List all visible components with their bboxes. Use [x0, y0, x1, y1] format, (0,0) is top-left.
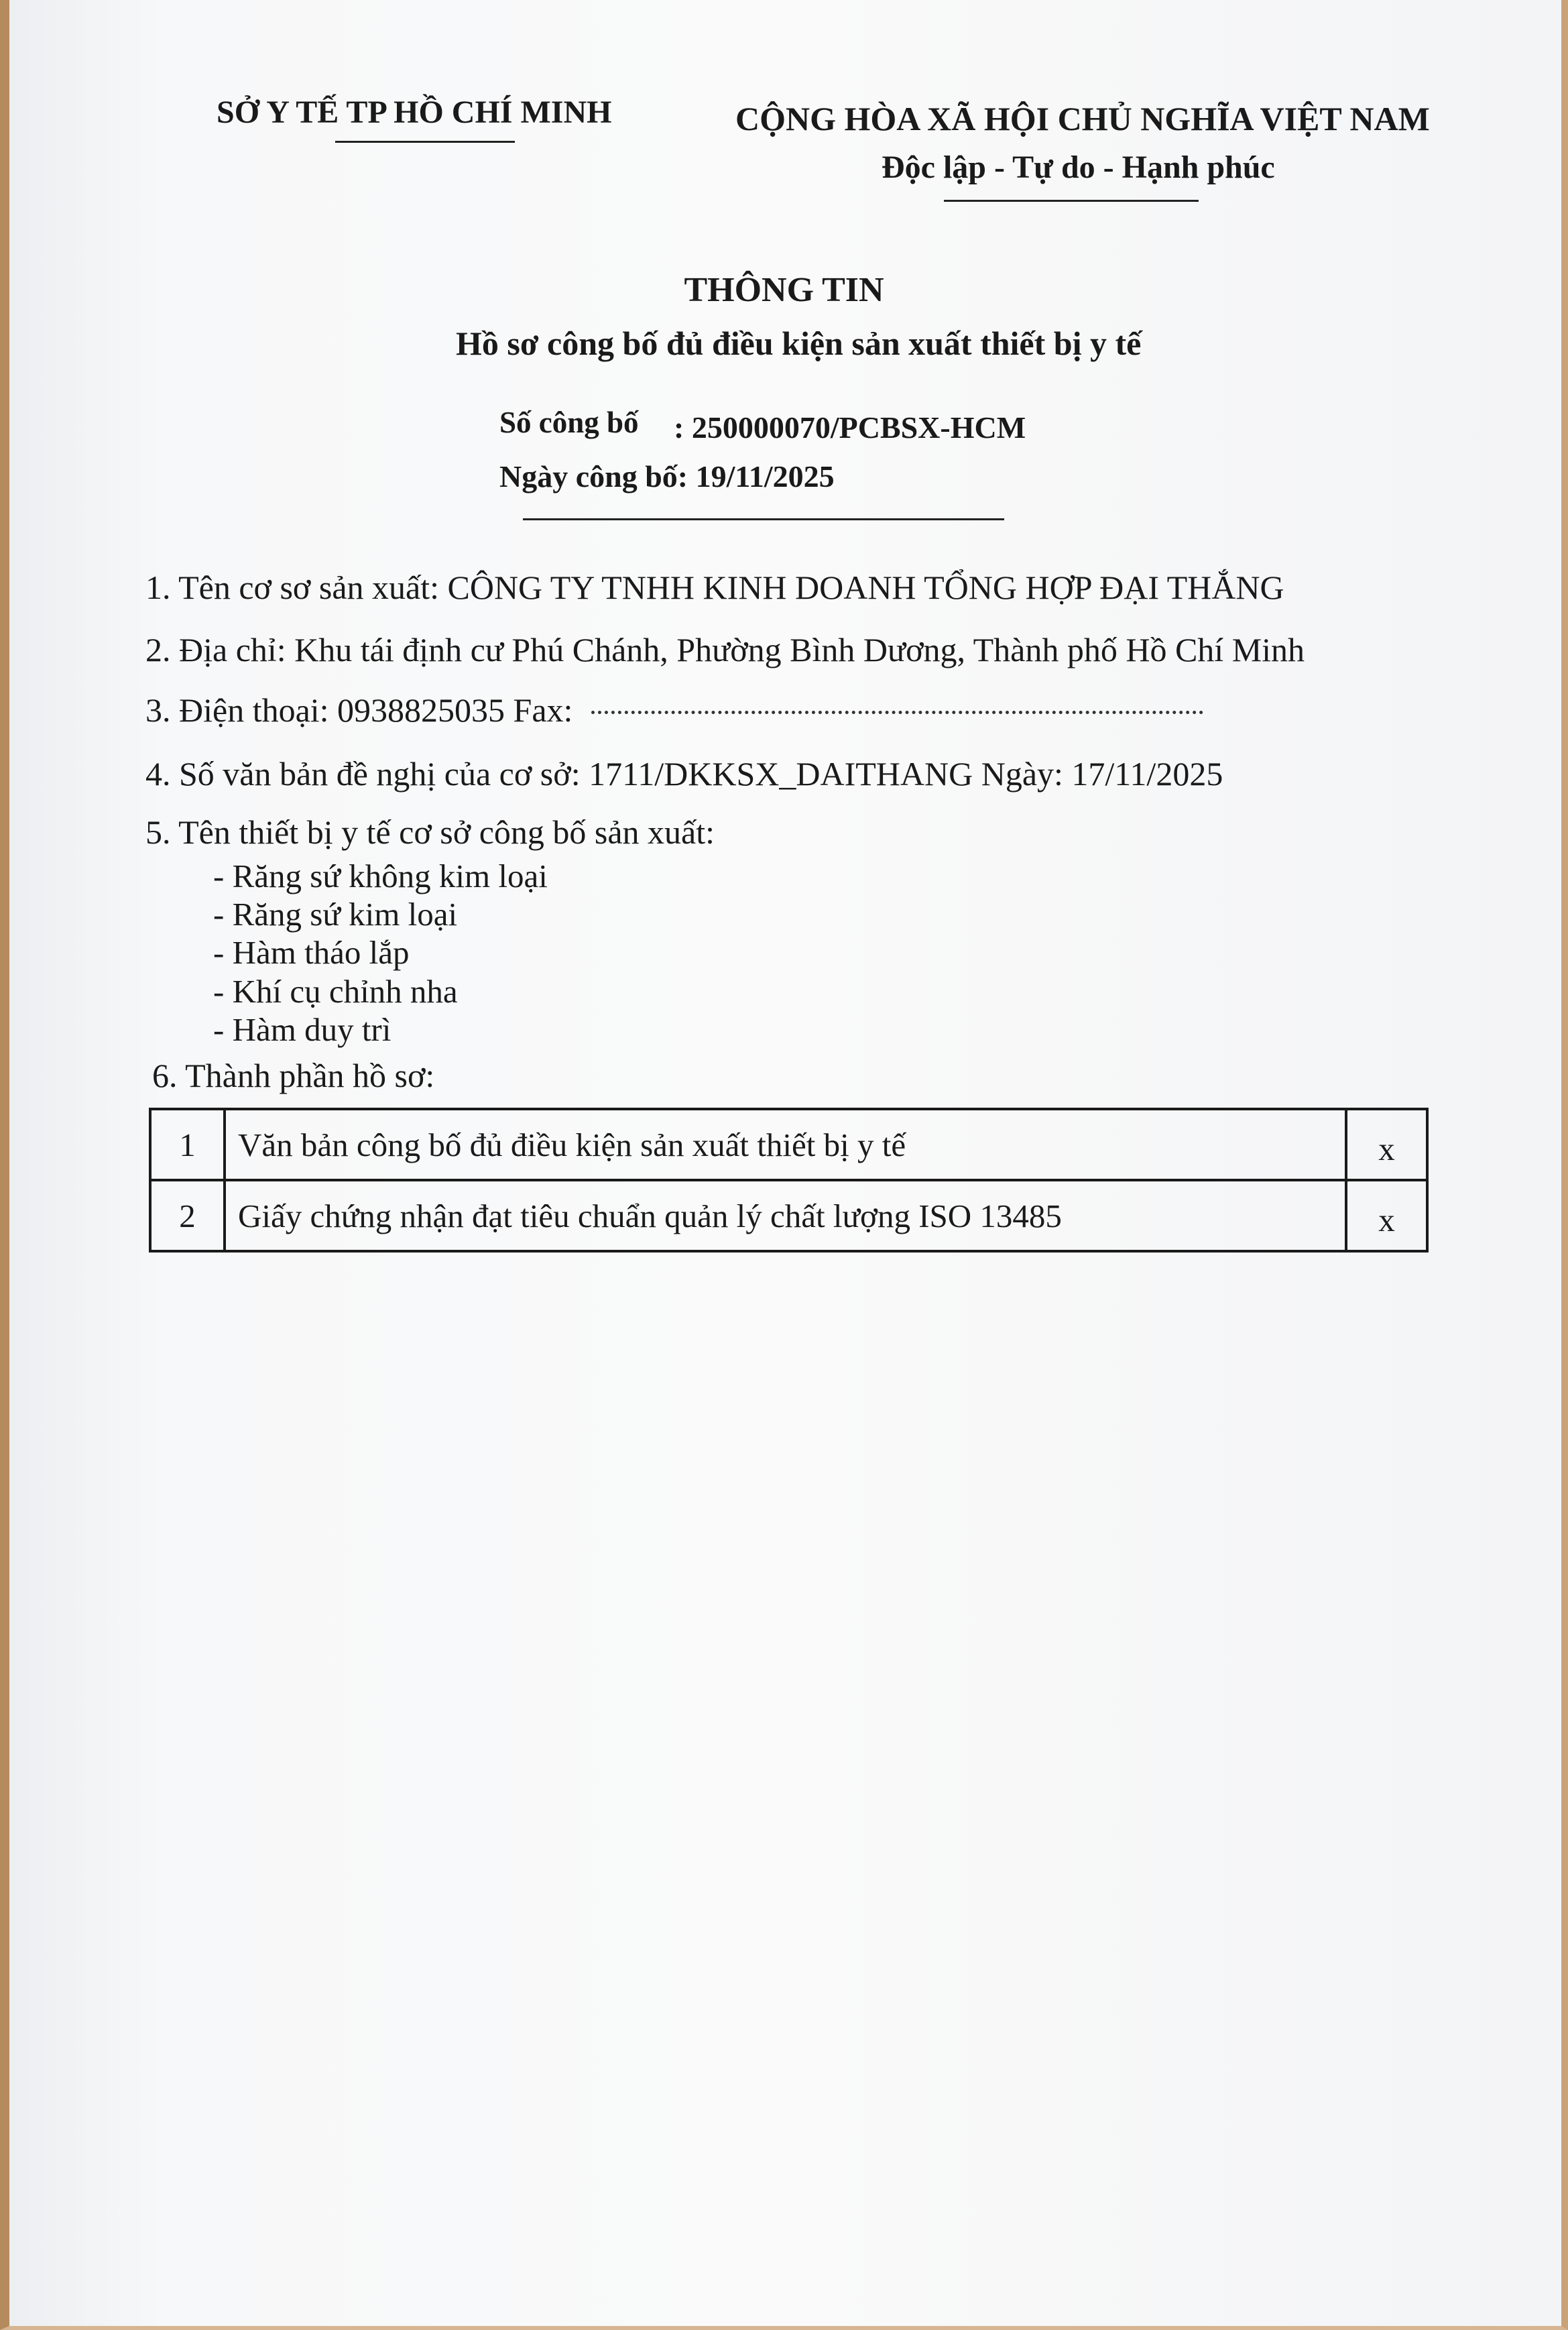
- announcement-date: Ngày công bố: 19/11/2025: [499, 459, 835, 493]
- table-row: [150, 1180, 1427, 1251]
- dossier-heading: 6. Thành phần hồ sơ:: [152, 1057, 435, 1094]
- devices-heading: 5. Tên thiết bị y tế cơ sở công bố sản xuất:: [145, 813, 715, 851]
- device-item: - Hàm duy trì: [213, 1011, 391, 1048]
- document-subtitle: Hồ sơ công bố đủ điều kiện sản xuất thiết bị y tế: [456, 325, 1142, 362]
- dossier-table: [149, 1108, 1429, 1253]
- device-item: - Khí cụ chỉnh nha: [213, 973, 458, 1010]
- facility-name: 1. Tên cơ sơ sản xuất: CÔNG TY TNHH KINH DOANH TỔNG HỢP ĐẠI THẮNG: [145, 569, 1284, 606]
- announcement-number-label: Số công bố: [499, 406, 639, 439]
- agency-name: SỞ Y TẾ TP HỒ CHÍ MINH: [217, 95, 612, 130]
- row-description: Giấy chứng nhận đạt tiêu chuẩn quản lý chất lượng ISO 13485: [225, 1180, 1346, 1251]
- country-name: CỘNG HÒA XÃ HỘI CHỦ NGHĨA VIỆT NAM: [735, 100, 1430, 137]
- row-check-mark: x: [1346, 1109, 1427, 1180]
- device-item: - Hàm tháo lắp: [213, 934, 410, 971]
- phone-fax: 3. Điện thoại: 0938825035 Fax:: [145, 691, 573, 729]
- request-document: 4. Số văn bản đề nghị của cơ sở: 1711/DKKSX_DAITHANG Ngày: 17/11/2025: [145, 755, 1223, 793]
- row-check-mark: x: [1346, 1180, 1427, 1251]
- device-item: - Răng sứ kim loại: [213, 896, 458, 933]
- facility-address: 2. Địa chỉ: Khu tái định cư Phú Chánh, Phường Bình Dương, Thành phố Hồ Chí Minh: [145, 631, 1305, 668]
- announcement-number-value: : 250000070/PCBSX-HCM: [674, 410, 1026, 445]
- table-row: [150, 1109, 1427, 1180]
- fax-dotted-line: [591, 711, 1203, 714]
- national-motto: Độc lập - Tự do - Hạnh phúc: [882, 150, 1275, 185]
- agency-underline: [335, 141, 515, 143]
- row-number: 1: [150, 1109, 225, 1180]
- row-number: 2: [150, 1180, 225, 1251]
- motto-underline: [944, 200, 1199, 202]
- meta-underline: [523, 518, 1004, 520]
- row-description: Văn bản công bố đủ điều kiện sản xuất thiết bị y tế: [225, 1109, 1346, 1180]
- device-item: - Răng sứ không kim loại: [213, 858, 548, 894]
- document-title: THÔNG TIN: [684, 271, 884, 309]
